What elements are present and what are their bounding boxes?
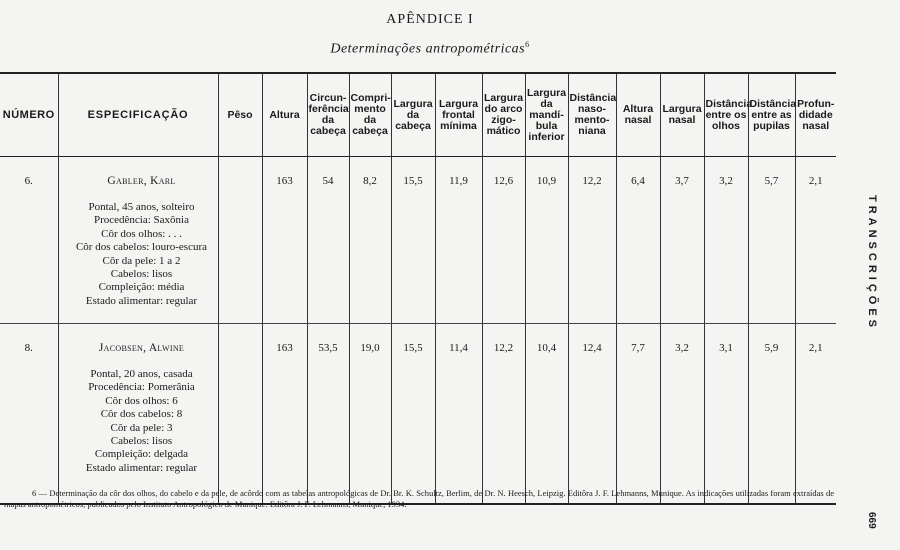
measurement-cell: 3,1 <box>704 324 748 505</box>
column-header: ESPECIFICAÇÃO <box>58 73 218 157</box>
measurement-cell: 15,5 <box>391 157 435 324</box>
column-header: Altura <box>262 73 307 157</box>
page-subtitle <box>0 40 860 58</box>
detail-line: Procedência: Saxônia <box>94 214 189 227</box>
record-number: 6. <box>0 157 58 324</box>
measurement-cell: 5,9 <box>748 324 795 505</box>
record-details <box>67 201 217 308</box>
anthropometric-table <box>0 72 836 505</box>
column-header: Compri- mento da cabeça <box>349 73 391 157</box>
measurement-cell: 7,7 <box>616 324 660 505</box>
measurement-cell: 2,1 <box>795 324 836 505</box>
column-header: Profun- didade nasal <box>795 73 836 157</box>
measurement-cell: 12,6 <box>482 157 525 324</box>
appendix-title: APÊNDICE I <box>386 12 474 27</box>
detail-line: Côr dos olhos: 6 <box>105 394 178 407</box>
measurement-cell: 8,2 <box>349 157 391 324</box>
column-header: Altura nasal <box>616 73 660 157</box>
measurement-cell: 6,4 <box>616 157 660 324</box>
measurement-cell: 2,1 <box>795 157 836 324</box>
column-header: Distância naso- mento- niana <box>568 73 616 157</box>
detail-line: Pontal, 20 anos, casada <box>90 368 193 380</box>
detail-line: Côr dos cabelos: 8 <box>100 408 183 421</box>
measurement-cell: 163 <box>262 157 307 324</box>
record-details <box>67 368 217 475</box>
measurement-cell: 53,5 <box>307 324 349 505</box>
measurement-cell: 11,9 <box>435 157 482 324</box>
footnote: 6 — Determinação da côr dos olhos, do cabelo e da pele, de acôrdo com as tabelas antropológicas de Dr. Br. K. Schultz, Berlim, de Dr. N. Heesch, Leipzig. Editôra J. F. Lehmanns, Munique. As indicações utilizadas foram extraídas de mapas antropométricos, publicados pelo Instituto Antropológico de Munique. Editôra J. F. Lehmanns, Munique, 1934. <box>4 488 834 509</box>
measurement-cell: 54 <box>307 157 349 324</box>
measurement-cell: 10,4 <box>525 324 568 505</box>
column-header: Largura da cabeça <box>391 73 435 157</box>
measurement-cell: 19,0 <box>349 324 391 505</box>
measurement-cell: 3,2 <box>704 157 748 324</box>
detail-line: Côr dos olhos: . . . <box>101 227 182 240</box>
measurement-cell <box>218 324 262 505</box>
measurement-cell: 15,5 <box>391 324 435 505</box>
column-header: Largura do arco zigo- mático <box>482 73 525 157</box>
footnote-marker: 6 <box>525 40 530 49</box>
measurement-cell: 163 <box>262 324 307 505</box>
column-header: Largura nasal <box>660 73 704 157</box>
measurement-cell: 5,7 <box>748 157 795 324</box>
measurement-cell: 10,9 <box>525 157 568 324</box>
table-row <box>0 324 836 505</box>
table-header-row <box>0 73 836 157</box>
detail-line: Côr dos cabelos: louro-escura <box>75 241 208 254</box>
detail-line: Estado alimentar: regular <box>85 461 198 474</box>
measurement-cell: 3,7 <box>660 157 704 324</box>
record-name: Gabler, Karl <box>107 175 176 187</box>
column-header: Pêso <box>218 73 262 157</box>
detail-line: Cabelos: lisos <box>110 268 173 281</box>
detail-line: Compleição: delgada <box>94 448 189 461</box>
measurement-cell: 12,2 <box>482 324 525 505</box>
record-specification <box>58 157 218 324</box>
record-name: Jacobsen, Alwine <box>98 342 185 354</box>
column-header: Distância entre as pupilas <box>748 73 795 157</box>
side-section-label: TRANSCRIÇÕES <box>866 195 878 332</box>
page-number: 669 <box>866 512 877 529</box>
record-specification <box>58 324 218 505</box>
column-header: Largura frontal mínima <box>435 73 482 157</box>
detail-line: Estado alimentar: regular <box>85 294 198 307</box>
measurement-cell: 12,2 <box>568 157 616 324</box>
detail-line: Côr da pele: 1 a 2 <box>102 254 181 267</box>
measurement-cell: 11,4 <box>435 324 482 505</box>
detail-line: Côr da pele: 3 <box>110 421 173 434</box>
measurement-cell: 12,4 <box>568 324 616 505</box>
detail-line: Compleição: média <box>98 281 185 294</box>
subtitle-text: Determinações antropométricas <box>330 41 526 57</box>
column-header: Circun- ferência da cabeça <box>307 73 349 157</box>
detail-line: Procedência: Pomerânia <box>88 381 195 394</box>
detail-line: Pontal, 45 anos, solteiro <box>88 201 195 213</box>
table-row <box>0 157 836 324</box>
column-header: Largura da mandí- bula inferior <box>525 73 568 157</box>
column-header: Distância entre os olhos <box>704 73 748 157</box>
detail-line: Cabelos: lisos <box>110 435 173 448</box>
record-number: 8. <box>0 324 58 505</box>
measurement-cell <box>218 157 262 324</box>
measurement-cell: 3,2 <box>660 324 704 505</box>
column-header: NÚMERO <box>0 73 58 157</box>
